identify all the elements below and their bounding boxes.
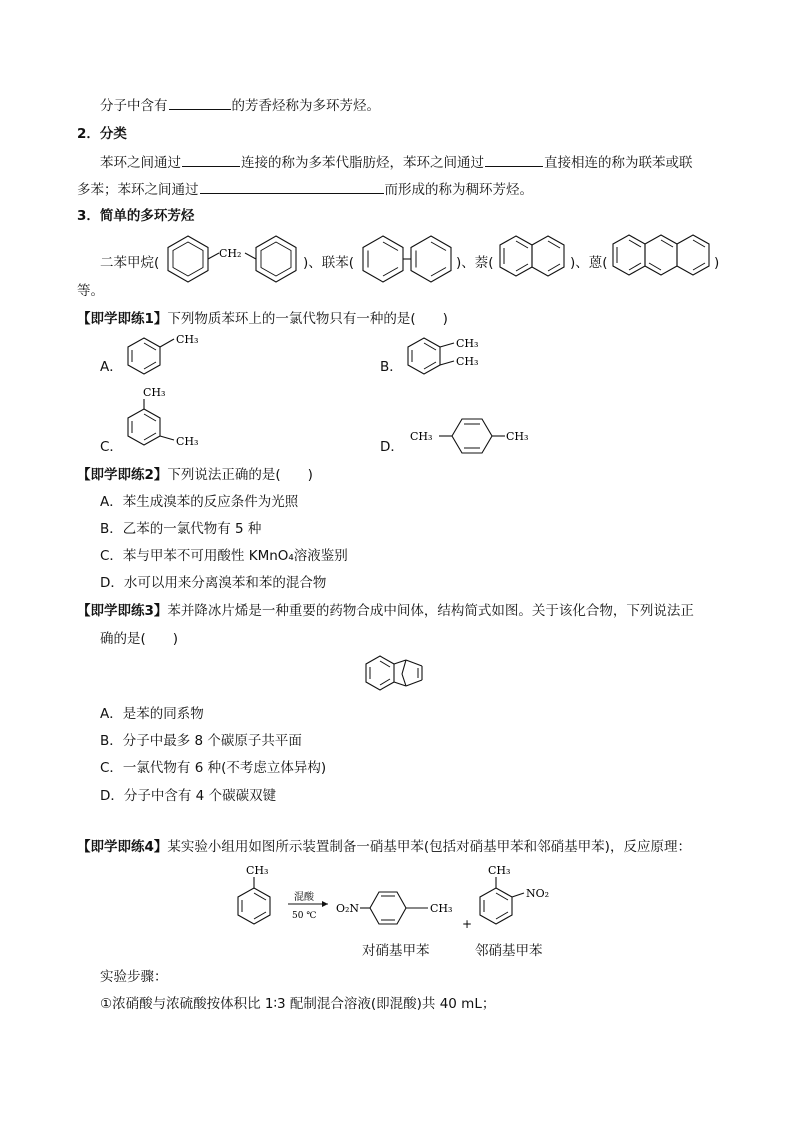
q1-tag: 【即学即练1】 [77,311,168,327]
q3-line-2: 确的是( ) [100,631,179,647]
section-3-title: 3．简单的多环芳烃 [77,208,195,224]
condition-label: 50 ℃ [292,911,317,921]
section-2-line-2 [77,180,533,199]
o2n-label: O₂N [336,902,360,915]
biphenyl-label: )、联苯( [303,255,355,271]
q4-text: 某实验小组用如图所示装置制备一硝基甲苯(包括对硝基甲苯和邻硝基甲苯)，反应原理： [167,839,691,855]
q4-tag: 【即学即练4】 [77,839,168,855]
q2-option-a[interactable]: A．苯生成溴苯的反应条件为光照 [100,494,299,510]
ch3-label: CH₃ [176,435,199,448]
experiment-step-1: ①浓硝酸与浓硫酸按体积比 1∶3 配制混合溶液(即混酸)共 40 mL； [100,996,496,1012]
q1-line [77,310,448,328]
reagent-label: 混酸 [294,892,314,903]
q2-text: 下列说法正确的是( ) [167,467,313,483]
anthracene-close: ) [714,255,720,271]
q3-option-a[interactable]: A．是苯的同系物 [100,706,204,722]
text: 而形成的称为稠环芳烃。 [384,182,533,198]
q1-option-d-structure [410,414,540,458]
answer-blank[interactable] [485,153,543,167]
diphenylmethane-structure [163,230,303,290]
ch3-label: CH₃ [143,386,166,399]
intro-line [100,96,380,115]
q1-option-a-structure [124,330,214,382]
ch3-label: CH₃ [430,902,453,915]
q1-text: 下列物质苯环上的一氯代物只有一种的是( ) [167,311,448,327]
etc-text: 等。 [77,283,104,299]
naphthalene-label: )、萘( [456,255,494,271]
anthracene-structure [610,230,714,284]
ch3-label: CH₃ [176,333,199,346]
q1-option-b-label[interactable]: B． [380,359,403,375]
answer-blank[interactable] [182,153,240,167]
q3-option-d[interactable]: D．分子中含有 4 个碳碳双键 [100,788,277,804]
q1-option-c-label[interactable]: C． [100,439,123,455]
text: 连接的称为多苯代脂肪烃，苯环之间通过 [241,155,484,171]
diphenylmethane-label: 二苯甲烷( [100,255,160,271]
para-nitrotoluene-name: 对硝基甲苯 [362,943,430,959]
q4-line [77,838,691,856]
ch3-label: CH₃ [410,430,433,443]
intro-text-pre: 分子中含有 [100,98,168,114]
q3-option-c[interactable]: C．一氯代物有 6 种(不考虑立体异构) [100,760,327,776]
ch2-label: CH₂ [219,247,242,260]
experiment-steps-title: 实验步骤： [100,969,168,985]
ch3-label: CH₃ [456,337,479,350]
ch3-label: CH₃ [246,864,269,877]
q1-option-c-structure [124,382,214,452]
q1-option-d-label[interactable]: D． [380,439,404,455]
ch3-label: CH₃ [488,864,511,877]
q3-tag: 【即学即练3】 [77,603,168,619]
text: 多苯；苯环之间通过 [77,182,199,198]
q1-option-b-structure [404,330,494,382]
q2-option-d[interactable]: D．水可以用来分离溴苯和苯的混合物 [100,575,327,591]
text: 苯环之间通过 [100,155,181,171]
intro-text-post: 的芳香烃称为多环芳烃。 [231,98,380,114]
text: 直接相连的称为联苯或联 [544,155,693,171]
q2-line [77,466,313,484]
q2-option-c[interactable]: C．苯与甲苯不可用酸性 KMnO₄溶液鉴别 [100,548,348,564]
section-2-line-1 [100,153,693,172]
nitration-reaction-scheme [230,858,560,934]
q3-line [77,602,694,620]
no2-label: NO₂ [526,887,550,900]
answer-blank[interactable] [169,96,231,110]
ch3-label: CH₃ [506,430,529,443]
q3-text: 苯并降冰片烯是一种重要的药物合成中间体，结构简式如图。关于该化合物，下列说法正 [167,603,694,619]
q2-tag: 【即学即练2】 [77,467,168,483]
section-2-title: 2．分类 [77,126,127,142]
q2-option-b[interactable]: B．乙苯的一氯代物有 5 种 [100,521,262,537]
q3-option-b[interactable]: B．分子中最多 8 个碳原子共平面 [100,733,302,749]
naphthalene-structure [497,232,569,284]
ortho-nitrotoluene-name: 邻硝基甲苯 [475,943,543,959]
anthracene-label: )、蒽( [570,255,608,271]
biphenyl-structure [360,230,456,290]
benzonorbornene-structure [362,652,434,698]
answer-blank[interactable] [200,180,384,194]
plus-sign: + [462,917,473,931]
q1-option-a-label[interactable]: A． [100,359,123,375]
ch3-label: CH₃ [456,355,479,368]
